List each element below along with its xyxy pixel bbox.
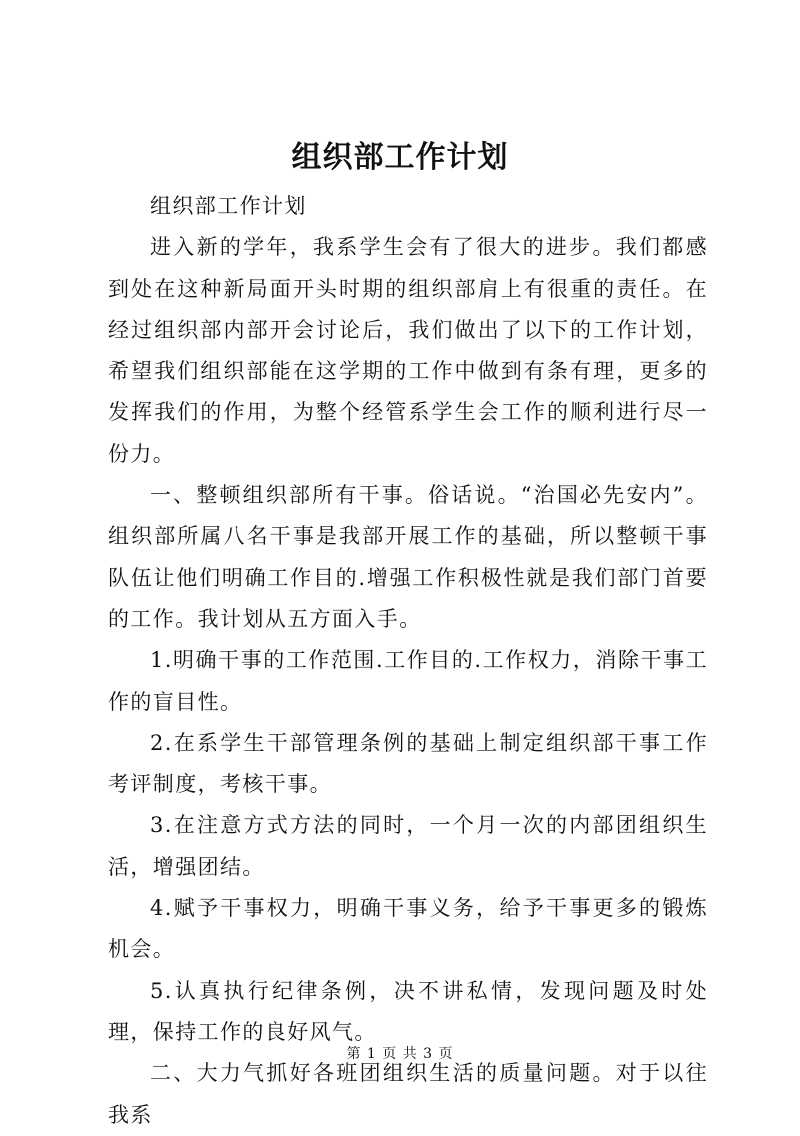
paragraph-item-5: 5.认真执行纪律条例，决不讲私情，发现问题及时处理，保持工作的良好风气。 xyxy=(108,978,708,1044)
document-body xyxy=(108,186,708,1136)
paragraph-heading: 组织部工作计划 xyxy=(150,194,307,218)
paragraph-item-3: 3.在注意方式方法的同时，一个月一次的内部团组织生活，增强团结。 xyxy=(108,813,708,879)
page-footer: 第 1 页 共 3 页 xyxy=(346,1046,454,1062)
paragraph-intro: 进入新的学年，我系学生会有了很大的进步。我们都感到处在这种新局面开头时期的组织部肩上有很重的责任。在经过组织部内部开会讨论后，我们做出了以下的工作计划，希望我们组织部能在这学期的工作中做到有条有理，更多的发挥我们的作用，为整个经管系学生会工作的顺利进行尽一份力。 xyxy=(108,235,708,466)
paragraph-section-one: 一、整顿组织部所有干事。俗话说。“治国必先安内”。组织部所属八名干事是我部开展工作的基础，所以整顿干事队伍让他们明确工作目的.增强工作积极性就是我们部门首要的工作。我计划从五方面入手。 xyxy=(108,483,708,631)
document-title: 组织部工作计划 xyxy=(291,140,509,175)
paragraph-section-two: 二、大力气抓好各班团组织生活的质量问题。对于以往我系 xyxy=(108,1061,708,1127)
paragraph-item-1: 1.明确干事的工作范围.工作目的.工作权力，消除干事工作的盲目性。 xyxy=(108,648,708,714)
paragraph-item-4: 4.赋予干事权力，明确干事义务，给予干事更多的锻炼机会。 xyxy=(108,896,708,962)
paragraph-item-2: 2.在系学生干部管理条例的基础上制定组织部干事工作考评制度，考核干事。 xyxy=(108,730,708,797)
